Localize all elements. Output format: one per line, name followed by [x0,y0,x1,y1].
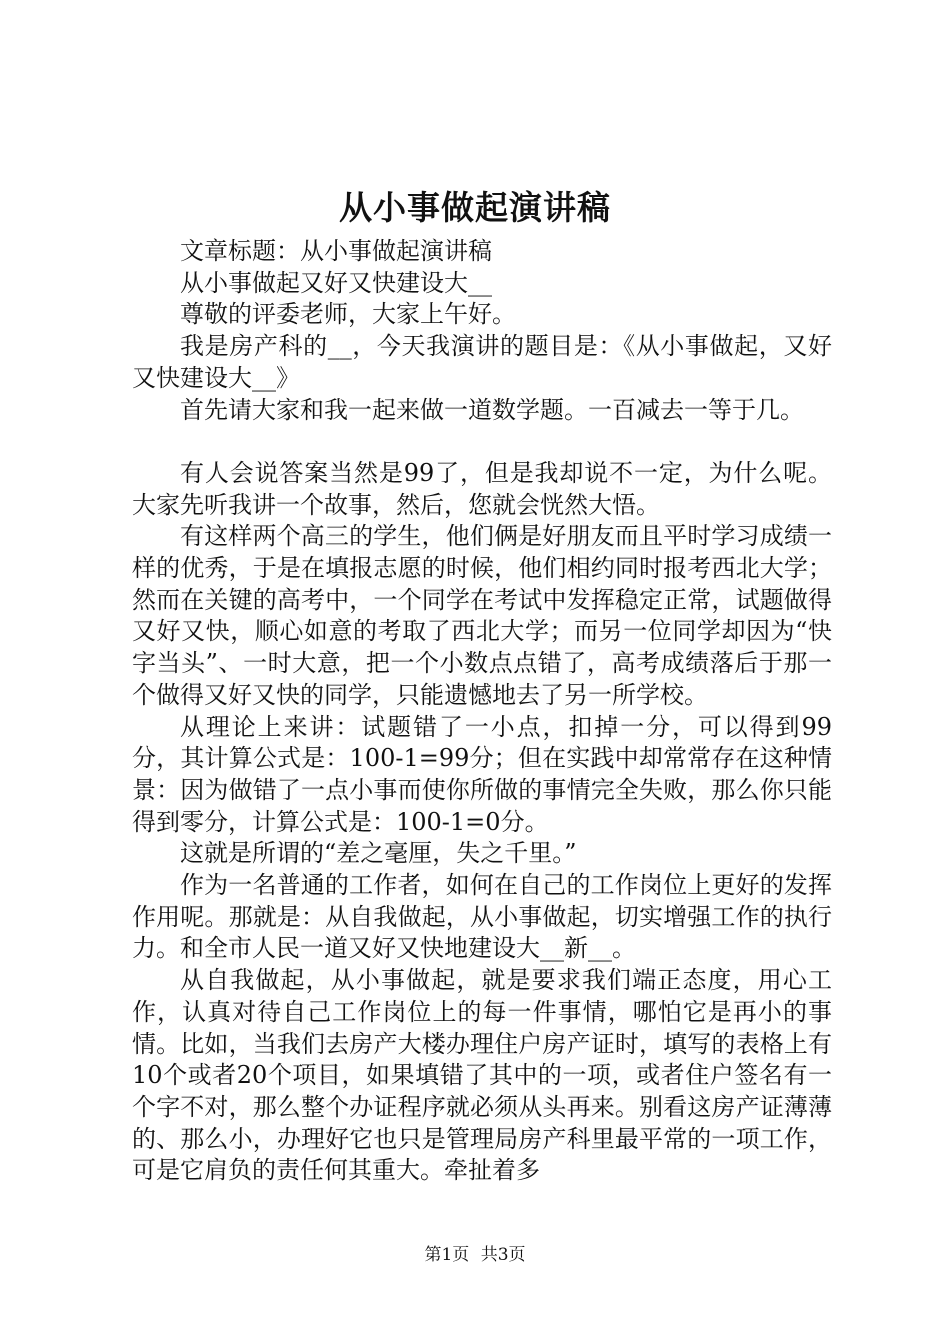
paragraph-greeting: 尊敬的评委老师，大家上午好。 [180,300,516,329]
paragraph-answer: 有人会说答案当然是99了，但是我却说不一定，为什么呢。大家先听我讲一个故事，然后，您就会恍然大悟。 [132,458,832,519]
page-total: 共3页 [480,1245,526,1265]
document-body [132,236,832,1187]
paragraph-story: 有这样两个高三的学生，他们俩是好朋友而且平时学习成绩一样的优秀，于是在填报志愿的时候，他们相约同时报考西北大学；然而在关键的高考中，一个同学在考试中发挥稳定正常，试题做得又好又快，顺心如意的考取了西北大学；而另一位同学却因为“快字当头”、一时大意，把一个小数点点错了，高考成绩落后于那一个做得又好又快的同学，只能遗憾地去了另一所学校。 [132,522,832,709]
paragraph-math-question: 首先请大家和我一起来做一道数学题。一百减去一等于几。 [180,395,804,424]
paragraph-example: 从自我做起，从小事做起，就是要求我们端正态度，用心工作，认真对待自己工作岗位上的每一件事情，哪怕它是再小的事情。比如，当我们去房产大楼办理住户房产证时，填写的表格上有10个或者20个项目，如果填错了其中的一项，或者住户签名有一个字不对，那么整个办证程序就必须从头再来。别看这房产证薄薄的、那么小，办理好它也只是管理局房产科里最平常的一项工作，可是它肩负的责任何其重大。牵扯着多 [132,966,832,1185]
document-title: 从小事做起演讲稿 [339,188,611,227]
page-number: 第1页 [424,1245,470,1265]
page-footer [0,1244,950,1266]
paragraph-proverb: 这就是所谓的“差之毫厘，失之千里。” [180,839,577,868]
paragraph-article-title: 文章标题：从小事做起演讲稿 [180,237,492,265]
paragraph-introduction: 我是房产科的__，今天我演讲的题目是：《从小事做起，又好又快建设大__》 [132,332,832,392]
paragraph-role: 作为一名普通的工作者，如何在自己的工作岗位上更好的发挥作用呢。那就是：从自我做起，从小事做起，切实增强工作的执行力。和全市人民一道又好又快地建设大__新__。 [132,871,832,963]
paragraph-subtitle: 从小事做起又好又快建设大__ [180,268,492,297]
paragraph-theory: 从理论上来讲：试题错了一小点，扣掉一分，可以得到99分，其计算公式是：100-1=99分；但在实践中却常常存在这种情景：因为做错了一点小事而使你所做的事情完全失败，那么你只能得到零分，计算公式是：100-1=0分。 [132,712,832,836]
